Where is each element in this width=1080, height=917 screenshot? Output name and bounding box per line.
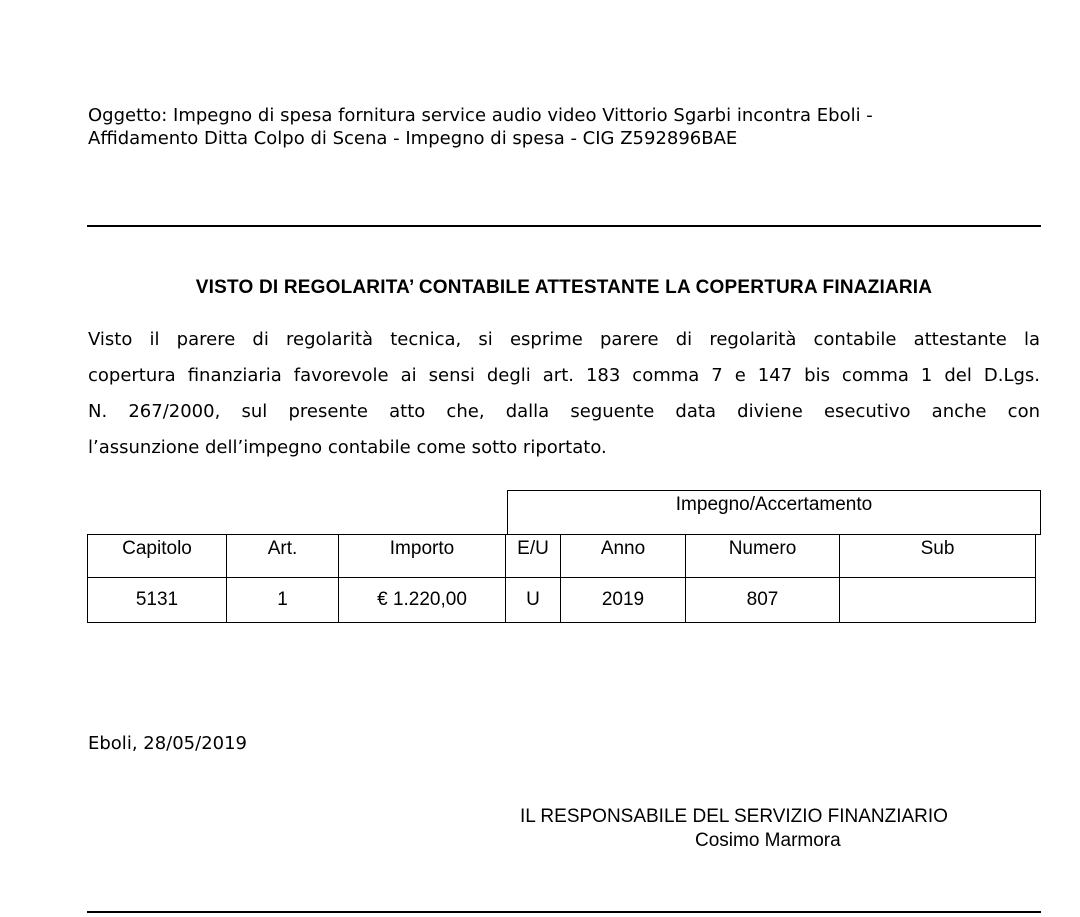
- cell-art: 1: [227, 578, 339, 623]
- signature-block: [520, 805, 1040, 853]
- place-date: Eboli, 28/05/2019: [88, 733, 248, 754]
- bottom-divider: [87, 911, 1041, 913]
- table-group-header-label: Impegno/Accertamento: [675, 494, 873, 515]
- body-line-2: copertura finanziaria favorevole ai sensi degli art. 183 comma 7 e 147 bis comma 1 del D.Lgs.: [88, 365, 1040, 386]
- section-title: VISTO DI REGOLARITA’ CONTABILE ATTESTANTE LA COPERTURA FINAZIARIA: [195, 277, 933, 298]
- signer-role: IL RESPONSABILE DEL SERVIZIO FINANZIARIO: [520, 806, 948, 827]
- table-group-header: [507, 490, 1041, 535]
- signer-name: Cosimo Marmora: [695, 830, 841, 851]
- subject-line-2: Affidamento Ditta Colpo di Scena - Impegno di spesa - CIG Z592896BAE: [88, 128, 738, 149]
- table-row: [88, 578, 1036, 623]
- header-sub: Sub: [840, 535, 1036, 578]
- body-line-1: Visto il parere di regolarità tecnica, si esprime parere di regolarità contabile attestante la: [88, 329, 1040, 350]
- cell-importo: € 1.220,00: [339, 578, 506, 623]
- subject-line-1: Oggetto: Impegno di spesa fornitura service audio video Vittorio Sgarbi incontra Eboli -: [88, 105, 873, 126]
- cell-capitolo: 5131: [88, 578, 227, 623]
- body-line-3: N. 267/2000, sul presente atto che, dalla seguente data diviene esecutivo anche con: [88, 401, 1040, 422]
- header-importo: Importo: [339, 535, 506, 578]
- cell-anno: 2019: [561, 578, 686, 623]
- accounting-table: [87, 534, 1036, 623]
- header-eu: E/U: [506, 535, 561, 578]
- body-line-4: l’assunzione dell’impegno contabile come sotto riportato.: [88, 437, 607, 458]
- body-paragraph: [88, 322, 1040, 466]
- subject-block: [88, 104, 1048, 150]
- header-anno: Anno: [561, 535, 686, 578]
- cell-numero: 807: [686, 578, 840, 623]
- table-header-row: [88, 535, 1036, 578]
- header-capitolo: Capitolo: [88, 535, 227, 578]
- cell-eu: U: [506, 578, 561, 623]
- header-numero: Numero: [686, 535, 840, 578]
- top-divider: [87, 225, 1041, 227]
- cell-sub: [840, 578, 1036, 623]
- header-art: Art.: [227, 535, 339, 578]
